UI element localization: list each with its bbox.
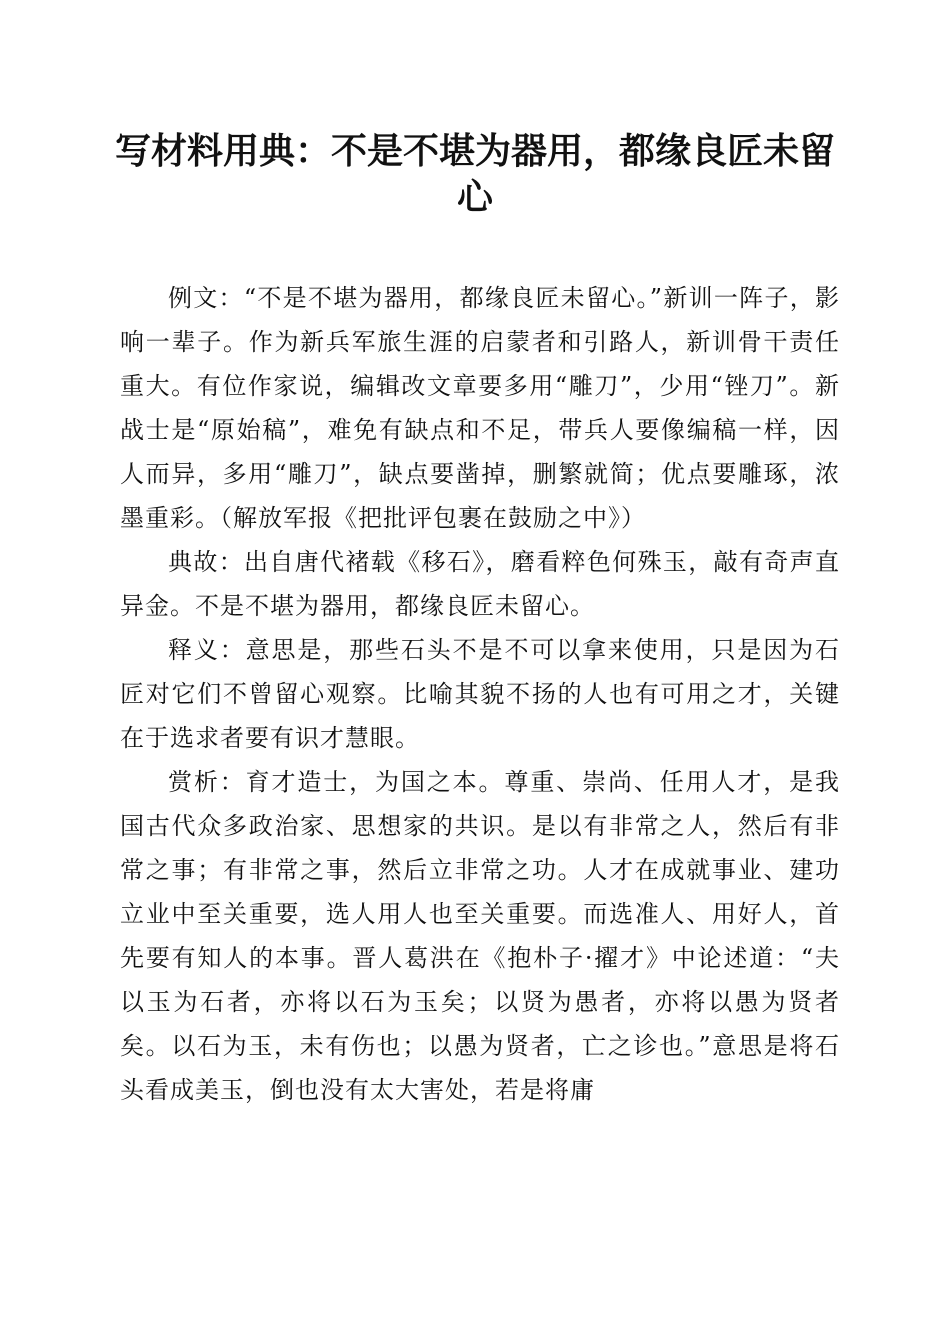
paragraph-analysis: 赏析：育才造士，为国之本。尊重、崇尚、任用人才，是我国古代众多政治家、思想家的共识。是以有非常之人，然后有非常之事；有非常之事，然后立非常之功。人才在成就事业、建功立业中至关重要，选人用人也至关重要。而选准人、用好人，首先要有知人的本事。晋人葛洪在《抱朴子·擢才》中论述道：“夫以玉为石者，亦将以石为玉矣；以贤为愚者，亦将以愚为贤者矣。以石为玉，未有伤也；以愚为贤者，亡之诊也。”意思是将石头看成美玉，倒也没有太大害处，若是将庸 — [120, 768, 840, 1104]
paragraph-example: 例文：“不是不堪为器用，都缘良匠未留心。”新训一阵子，影响一辈子。作为新兵军旅生涯的启蒙者和引路人，新训骨干责任重大。有位作家说，编辑改文章要多用“雕刀”，少用“锉刀”。新战士是“原始稿”，难免有缺点和不足，带兵人要像编稿一样，因人而异，多用“雕刀”，缺点要凿掉，删繁就简；优点要雕琢，浓墨重彩。（解放军报《把批评包裹在鼓励之中》） — [120, 284, 840, 532]
document-body — [120, 276, 840, 1112]
document-title: 写材料用典：不是不堪为器用，都缘良匠未留心 — [114, 130, 835, 218]
paragraph-meaning: 释义：意思是，那些石头不是不可以拿来使用，只是因为石匠对它们不曾留心观察。比喻其貌不扬的人也有可用之才，关键在于选求者要有识才慧眼。 — [120, 636, 840, 752]
paragraph-allusion: 典故：出自唐代褚载《移石》，磨看粹色何殊玉，敲有奇声直异金。不是不堪为器用，都缘良匠未留心。 — [120, 548, 840, 620]
